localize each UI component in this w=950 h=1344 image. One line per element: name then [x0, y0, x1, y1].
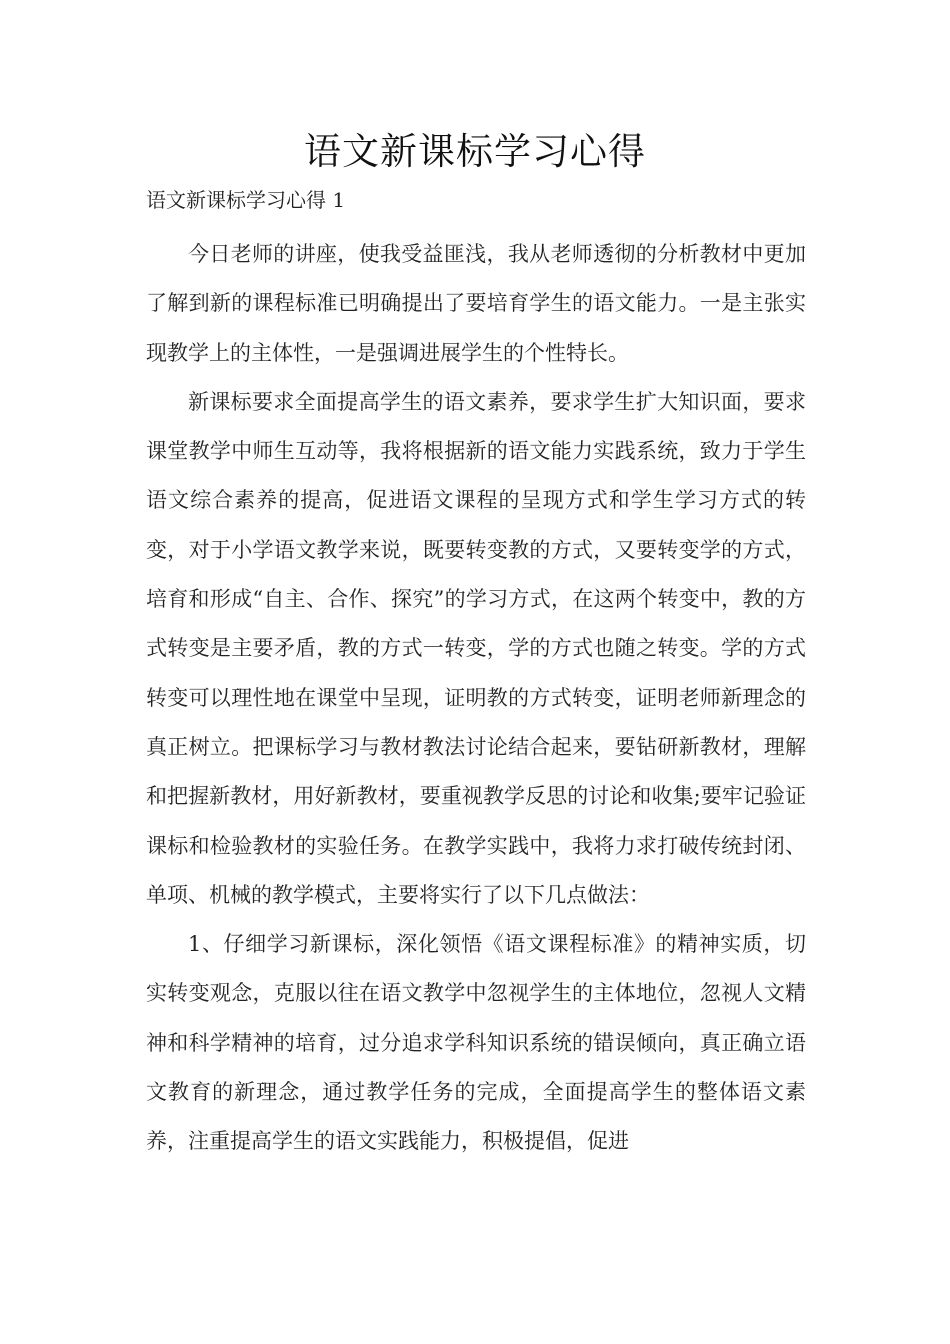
- document-title: 语文新课标学习心得: [304, 130, 646, 173]
- document-body: [146, 230, 806, 1167]
- paragraph: 今日老师的讲座，使我受益匪浅，我从老师透彻的分析教材中更加了解到新的课程标准已明确提出了要培育学生的语文能力。一是主张实现教学上的主体性，一是强调进展学生的个性特长。: [146, 242, 806, 365]
- paragraph: 新课标要求全面提高学生的语文素养，要求学生扩大知识面，要求课堂教学中师生互动等，我将根据新的语文能力实践系统，致力于学生语文综合素养的提高，促进语文课程的呈现方式和学生学习方式的转变，对于小学语文教学来说，既要转变教的方式，又要转变学的方式，培育和形成“自主、合作、探究”的学习方式，在这两个转变中，教的方式转变是主要矛盾，教的方式一转变，学的方式也随之转变。学的方式转变可以理性地在课堂中呈现，证明教的方式转变，证明老师新理念的真正树立。把课标学习与教材教法讨论结合起来，要钻研新教材，理解和把握新教材，用好新教材，要重视教学反思的讨论和收集;要牢记验证课标和检验教材的实验任务。在教学实践中，我将力求打破传统封闭、单项、机械的教学模式，主要将实行了以下几点做法：: [146, 389, 806, 907]
- section-heading: 语文新课标学习心得 1: [146, 188, 346, 212]
- paragraph: 1、仔细学习新课标，深化领悟《语文课程标准》的精神实质，切实转变观念，克服以往在语文教学中忽视学生的主体地位，忽视人文精神和科学精神的培育，过分追求学科知识系统的错误倾向，真正确立语文教育的新理念，通过教学任务的完成，全面提高学生的整体语文素养，注重提高学生的语文实践能力，积极提倡，促进: [146, 932, 806, 1154]
